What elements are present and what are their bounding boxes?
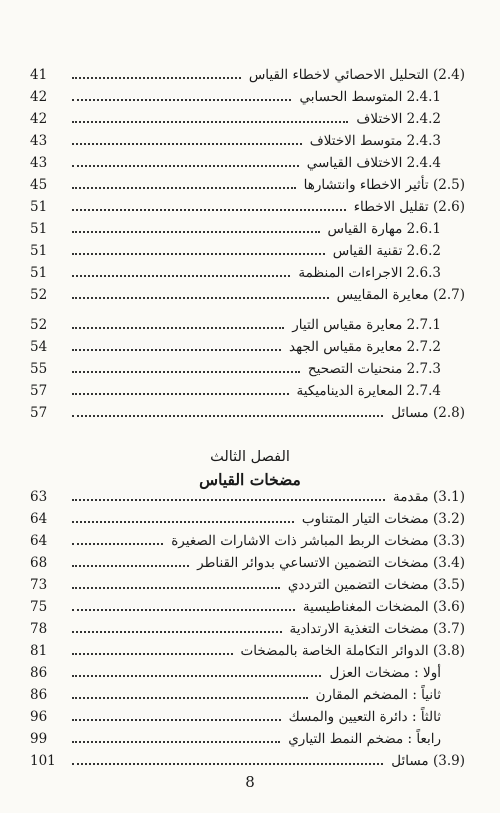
toc-entry-title: (3.7) مضخات التغذية الارتدادية — [289, 621, 465, 637]
toc-entry-page: 51 — [30, 221, 48, 237]
dot-leader — [72, 231, 320, 233]
toc-entry-page: 86 — [30, 665, 48, 681]
chapter-label: الفصل الثالث — [210, 449, 290, 465]
toc-entry-title: (3.8) الدوائر التكاملة الخاصة بالمضخات — [240, 643, 465, 659]
toc-entry-title: 2.7.3 منحنيات التصحيح — [307, 361, 441, 377]
dot-leader — [72, 77, 241, 79]
toc-entry — [30, 260, 465, 282]
toc-entry-page: 42 — [30, 89, 48, 105]
toc-entry-page: 75 — [30, 599, 48, 615]
toc-entry-title: (2.5) تأثير الاخطاء وانتشارها — [303, 177, 465, 193]
toc-entry-title: 2.7.4 المعايرة الديناميكية — [296, 383, 441, 399]
toc-entry-title: (3.1) مقدمة — [393, 489, 465, 505]
toc-entry-page: 73 — [30, 577, 48, 593]
dot-leader — [72, 697, 308, 699]
toc-entry — [30, 84, 465, 106]
toc-entry — [30, 748, 465, 770]
toc-entry-page: 52 — [30, 317, 48, 333]
toc-entry-title: 2.4.2 الاختلاف — [356, 111, 441, 127]
toc-entry-page: 86 — [30, 687, 48, 703]
toc-entry-title: 2.6.2 تقنية القياس — [332, 243, 441, 259]
page-number: 8 — [245, 773, 255, 791]
dot-leader — [72, 609, 295, 611]
toc-entry-title: ثانياً : المضخم المقارن — [315, 687, 441, 703]
toc-entry — [30, 312, 465, 334]
chapter-title: مضخات القياس — [199, 470, 301, 489]
toc-entry-page: 42 — [30, 111, 48, 127]
toc-entry-page: 64 — [30, 533, 48, 549]
dot-leader — [72, 187, 296, 189]
toc-entry-page: 43 — [30, 133, 48, 149]
toc-entry — [30, 594, 465, 616]
toc-entry — [30, 506, 465, 528]
toc-entry-page: 57 — [30, 405, 48, 421]
toc-entry-page: 64 — [30, 511, 48, 527]
dot-leader — [72, 543, 163, 545]
dot-leader — [72, 371, 300, 373]
toc-entry — [30, 378, 465, 400]
toc-entry-title: (3.9) مسائل — [391, 753, 465, 769]
toc-entry — [30, 660, 465, 682]
toc-entry — [30, 172, 465, 194]
toc-entry — [30, 62, 465, 84]
toc-entry-title: (2.6) تقليل الاخطاء — [353, 199, 465, 215]
toc-entry — [30, 194, 465, 216]
toc-entry-title: 2.6.3 الاجراءات المنظمة — [298, 265, 441, 281]
toc-entry — [30, 682, 465, 704]
toc-entry — [30, 128, 465, 150]
toc-entry — [30, 356, 465, 378]
dot-leader — [72, 275, 290, 277]
toc-entry-title: (2.4) التحليل الاحصائي لاخطاء القياس — [248, 67, 465, 83]
toc-entry — [30, 106, 465, 128]
toc-entry-page: 52 — [30, 287, 48, 303]
dot-leader — [72, 415, 383, 417]
toc-entry-title: (3.6) المضخات المغناطيسية — [302, 599, 465, 615]
toc-entry-title: رابعاً : مضخم النمط التياري — [288, 731, 441, 747]
toc-entry-title: (3.2) مضخات التيار المتناوب — [301, 511, 465, 527]
dot-leader — [72, 209, 346, 211]
dot-leader — [72, 253, 325, 255]
toc-entry-title: 2.7.1 معايرة مقياس التيار — [292, 317, 441, 333]
toc-entry-title: أولا : مضخات العزل — [329, 665, 441, 681]
toc-entry-title: (2.8) مسائل — [391, 405, 465, 421]
toc-entry — [30, 484, 465, 506]
toc-entry-page: 68 — [30, 555, 48, 571]
toc-entry-page: 43 — [30, 155, 48, 171]
dot-leader — [72, 631, 282, 633]
toc-entry-page: 78 — [30, 621, 48, 637]
toc-entry-title: (2.7) معايرة المقاييس — [336, 287, 465, 303]
dot-leader — [72, 327, 284, 329]
dot-leader — [72, 349, 281, 351]
dot-leader — [72, 297, 329, 299]
toc-entry — [30, 726, 465, 748]
dot-leader — [72, 565, 189, 567]
toc-entry-page: 41 — [30, 67, 48, 83]
toc-entry-title: (3.5) مضخات التضمين الترددي — [287, 577, 465, 593]
toc-entry — [30, 528, 465, 550]
dot-leader — [72, 393, 289, 395]
toc-entry-title: 2.7.2 معايرة مقياس الجهد — [289, 339, 441, 355]
toc-entry — [30, 238, 465, 260]
toc-entry-page: 101 — [30, 753, 56, 769]
toc-entry-page: 54 — [30, 339, 48, 355]
dot-leader — [72, 587, 280, 589]
toc-entry-page: 57 — [30, 383, 48, 399]
toc-entry — [30, 400, 465, 422]
dot-leader — [72, 719, 281, 721]
dot-leader — [72, 165, 299, 167]
dot-leader — [72, 763, 383, 765]
toc-entry-title: (3.4) مضخات التضمين الاتساعي بدوائر القناطر — [197, 555, 465, 571]
toc-entry-page: 55 — [30, 361, 48, 377]
toc-entry-page: 99 — [30, 731, 48, 747]
toc-entry-title: 2.4.3 متوسط الاختلاف — [309, 133, 441, 149]
toc-entry-page: 81 — [30, 643, 48, 659]
toc-entry-title: 2.4.1 المتوسط الحسابي — [299, 89, 441, 105]
toc-entry-page: 51 — [30, 265, 48, 281]
toc-entry-page: 51 — [30, 243, 48, 259]
toc-entry-page: 51 — [30, 199, 48, 215]
toc-entry — [30, 334, 465, 356]
toc-entry — [30, 616, 465, 638]
toc-entry-title: 2.6.1 مهارة القياس — [327, 221, 441, 237]
toc-entry — [30, 572, 465, 594]
toc-entry — [30, 550, 465, 572]
toc-entry — [30, 150, 465, 172]
dot-leader — [72, 499, 385, 501]
toc-entry-title: 2.4.4 الاختلاف القياسي — [306, 155, 441, 171]
toc-entry — [30, 216, 465, 238]
toc-entry-page: 96 — [30, 709, 48, 725]
toc-entry — [30, 638, 465, 660]
dot-leader — [72, 741, 280, 743]
toc-entry-page: 45 — [30, 177, 48, 193]
toc-entry-page: 63 — [30, 489, 48, 505]
toc-entry-title: (3.3) مضخات الربط المباشر ذات الاشارات الصغيرة — [171, 533, 465, 549]
dot-leader — [72, 653, 233, 655]
toc-entry — [30, 282, 465, 304]
dot-leader — [72, 521, 294, 523]
toc-entry-title: ثالثاً : دائرة التعيين والمسك — [288, 709, 441, 725]
toc-entry — [30, 704, 465, 726]
dot-leader — [72, 143, 302, 145]
dot-leader — [72, 675, 321, 677]
dot-leader — [72, 121, 348, 123]
dot-leader — [72, 99, 291, 101]
